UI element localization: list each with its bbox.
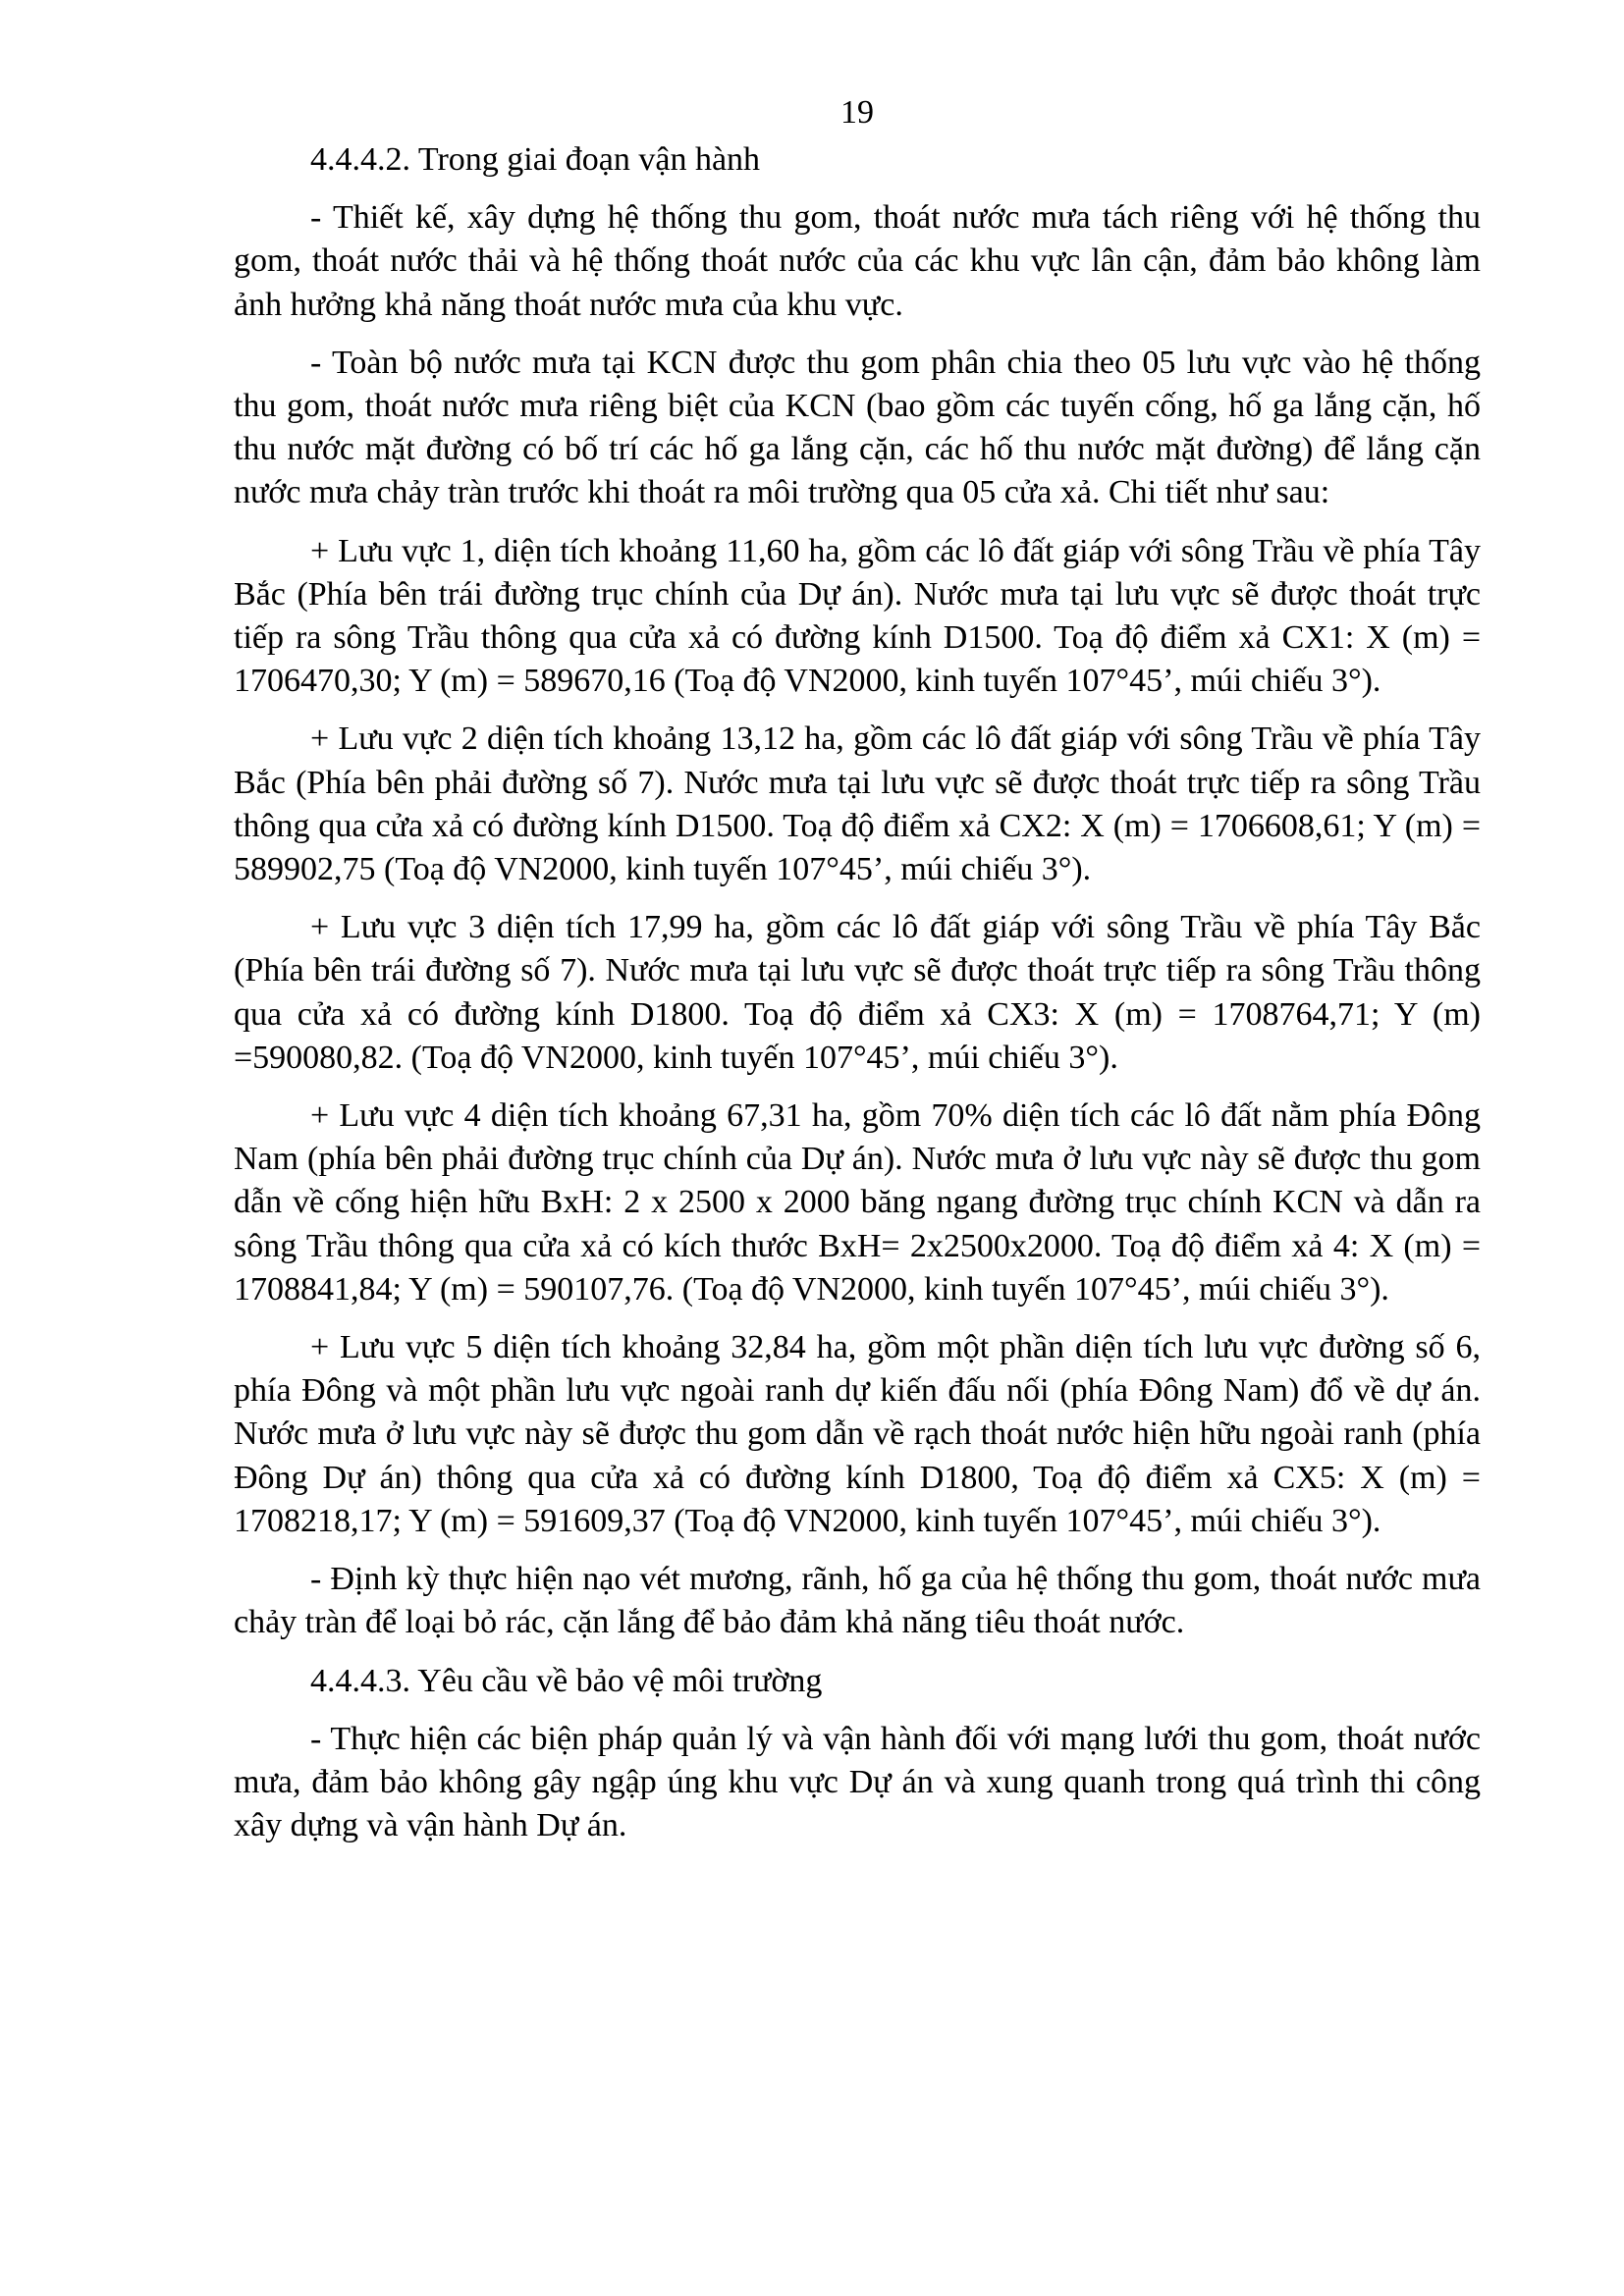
page-number: 19 — [840, 94, 874, 131]
paragraph: + Lưu vực 4 diện tích khoảng 67,31 ha, gồm 70% diện tích các lô đất nằm phía Đông Nam (phía bên phải đường trục chính của Dự án). Nước mưa ở lưu vực này sẽ được thu gom dẫn về cống hiện hữu BxH: 2 x 2500 x 2000 băng ngang đường trục chính KCN và dẫn ra sông Trầu thông qua cửa xả có kích thước BxH= 2x2500x2000. Toạ độ điểm xả 4: X (m) = 1708841,84; Y (m) = 590107,76. (Toạ độ VN2000, kinh tuyến 107°45’, múi chiếu 3°). — [234, 1097, 1481, 1308]
paragraph: + Lưu vực 5 diện tích khoảng 32,84 ha, gồm một phần diện tích lưu vực đường số 6, phía Đông và một phần lưu vực ngoài ranh dự kiến đấu nối (phía Đông Nam) đổ về dự án. Nước mưa ở lưu vực này sẽ được thu gom dẫn về rạch thoát nước hiện hữu ngoài ranh (phía Đông Dự án) thông qua cửa xả có đường kính D1800, Toạ độ điểm xả CX5: X (m) = 1708218,17; Y (m) = 591609,37 (Toạ độ VN2000, kinh tuyến 107°45’, múi chiếu 3°). — [234, 1329, 1481, 1539]
paragraph: + Lưu vực 2 diện tích khoảng 13,12 ha, gồm các lô đất giáp với sông Trầu về phía Tây Bắc (Phía bên phải đường số 7). Nước mưa tại lưu vực sẽ được thoát trực tiếp ra sông Trầu thông qua cửa xả có đường kính D1500. Toạ độ điểm xả CX2: X (m) = 1706608,61; Y (m) = 589902,75 (Toạ độ VN2000, kinh tuyến 107°45’, múi chiếu 3°). — [234, 721, 1481, 888]
paragraph: - Thực hiện các biện pháp quản lý và vận hành đối với mạng lưới thu gom, thoát nước mưa, đảm bảo không gây ngập úng khu vực Dự án và xung quanh trong quá trình thi công xây dựng và vận hành Dự án. — [234, 1720, 1481, 1844]
paragraph: - Thiết kế, xây dựng hệ thống thu gom, thoát nước mưa tách riêng với hệ thống thu gom, thoát nước thải và hệ thống thoát nước của các khu vực lân cận, đảm bảo không làm ảnh hưởng khả năng thoát nước mưa của khu vực. — [234, 199, 1481, 323]
section-heading: 4.4.4.2. Trong giai đoạn vận hành — [310, 141, 761, 178]
paragraph: - Toàn bộ nước mưa tại KCN được thu gom phân chia theo 05 lưu vực vào hệ thống thu gom, thoát nước mưa riêng biệt của KCN (bao gồm các tuyến cống, hố ga lắng cặn, hố thu nước mặt đường có bố trí các hố ga lắng cặn, các hố thu nước mặt đường) để lắng cặn nước mưa chảy tràn trước khi thoát ra môi trường qua 05 cửa xả. Chi tiết như sau: — [234, 344, 1481, 511]
section-heading: 4.4.4.3. Yêu cầu về bảo vệ môi trường — [310, 1662, 823, 1699]
paragraph: + Lưu vực 3 diện tích 17,99 ha, gồm các lô đất giáp với sông Trầu về phía Tây Bắc (Phía bên trái đường số 7). Nước mưa tại lưu vực sẽ được thoát trực tiếp ra sông Trầu thông qua cửa xả có đường kính D1800. Toạ độ điểm xả CX3: X (m) = 1708764,71; Y (m) =590080,82. (Toạ độ VN2000, kinh tuyến 107°45’, múi chiếu 3°). — [234, 909, 1481, 1076]
paragraph: - Định kỳ thực hiện nạo vét mương, rãnh, hố ga của hệ thống thu gom, thoát nước mưa chảy tràn để loại bỏ rác, cặn lắng để bảo đảm khả năng tiêu thoát nước. — [234, 1561, 1481, 1641]
paragraph: + Lưu vực 1, diện tích khoảng 11,60 ha, gồm các lô đất giáp với sông Trầu về phía Tây Bắc (Phía bên trái đường trục chính của Dự án). Nước mưa tại lưu vực sẽ được thoát trực tiếp ra sông Trầu thông qua cửa xả có đường kính D1500. Toạ độ điểm xả CX1: X (m) = 1706470,30; Y (m) = 589670,16 (Toạ độ VN2000, kinh tuyến 107°45’, múi chiếu 3°). — [234, 532, 1481, 700]
document-body — [234, 138, 1481, 1862]
